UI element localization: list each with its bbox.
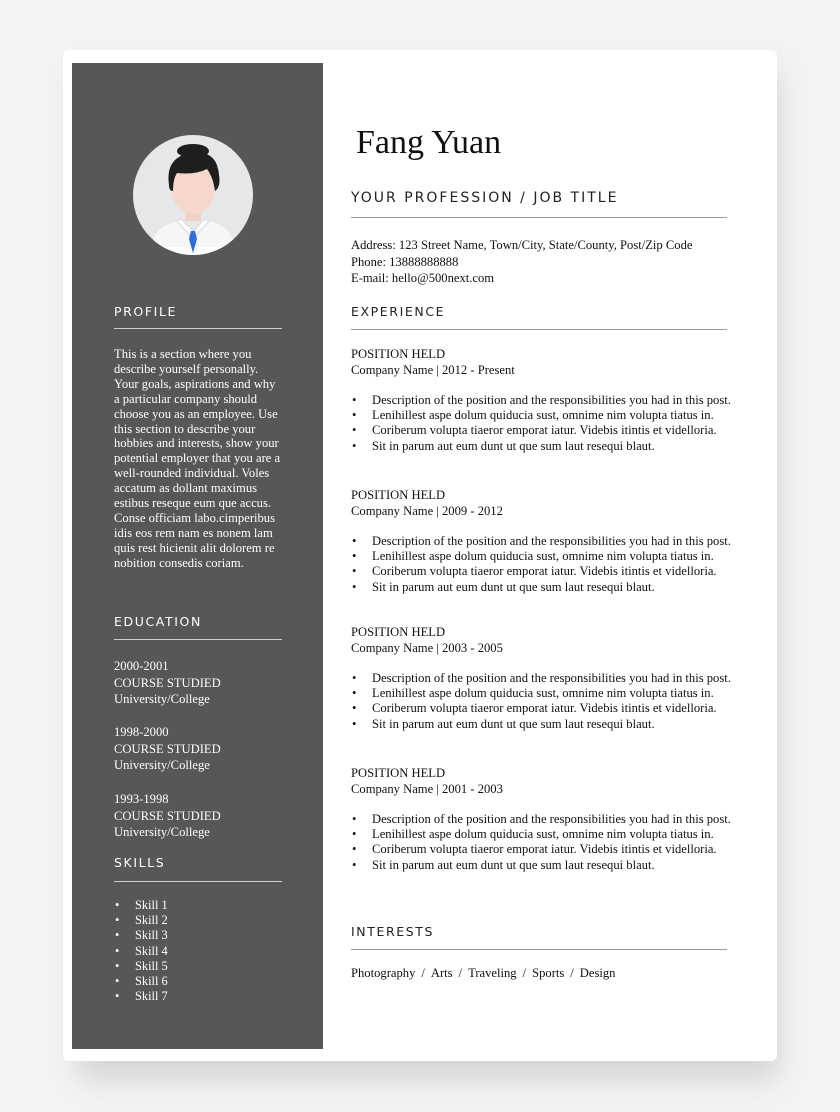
company-line: Company Name | 2003 - 2005 bbox=[351, 640, 503, 655]
skill-item: • Skill 6 bbox=[114, 974, 284, 989]
education-years: 2000-2001 bbox=[114, 659, 169, 673]
skill-item: • Skill 3 bbox=[114, 928, 284, 943]
interest-item: Design bbox=[579, 966, 616, 980]
skill-item: • Skill 5 bbox=[114, 959, 284, 974]
skills-heading: SKILLS bbox=[114, 855, 166, 870]
profile-heading: PROFILE bbox=[114, 304, 178, 319]
responsibility-item: • Sit in parum aut eum dunt ut que sum laut resequi blaut. bbox=[351, 858, 731, 873]
education-years: 1998-2000 bbox=[114, 725, 169, 739]
education-divider bbox=[114, 639, 282, 640]
responsibility-item: • Coriberum volupta tiaeror emporat iatur. Videbis itintis et videlloria. bbox=[351, 842, 731, 857]
education-school: University/College bbox=[114, 692, 210, 707]
contact-address: Address: 123 Street Name, Town/City, State/County, Post/Zip Code bbox=[351, 238, 693, 252]
education-course: COURSE STUDIED bbox=[114, 741, 221, 756]
responsibility-item: • Description of the position and the responsibilities you had in this post. bbox=[351, 671, 731, 686]
avatar bbox=[133, 135, 253, 255]
education-school: University/College bbox=[114, 825, 210, 840]
company-line: Company Name | 2001 - 2003 bbox=[351, 781, 503, 796]
education-entry bbox=[114, 724, 221, 774]
interest-item: Arts bbox=[430, 966, 453, 980]
responsibility-item: • Lenihillest aspe dolum quiducia sust, omnime nim volupta tiatus in. bbox=[351, 686, 731, 701]
responsibility-list bbox=[351, 393, 731, 454]
responsibility-item: • Lenihillest aspe dolum quiducia sust, omnime nim volupta tiatus in. bbox=[351, 408, 731, 423]
interest-separator: / bbox=[421, 966, 425, 980]
skills-divider bbox=[114, 881, 282, 882]
experience-entry bbox=[351, 488, 731, 595]
responsibility-item: • Sit in parum aut eum dunt ut que sum laut resequi blaut. bbox=[351, 580, 731, 595]
experience-divider bbox=[351, 329, 727, 330]
experience-entry bbox=[351, 347, 731, 454]
title-divider bbox=[351, 217, 727, 218]
sidebar bbox=[72, 63, 323, 1049]
education-school: University/College bbox=[114, 758, 210, 773]
education-course: COURSE STUDIED bbox=[114, 675, 221, 690]
interest-separator: / bbox=[570, 966, 574, 980]
responsibility-item: • Lenihillest aspe dolum quiducia sust, omnime nim volupta tiatus in. bbox=[351, 549, 731, 564]
position-title: POSITION HELD bbox=[351, 766, 446, 780]
responsibility-item: • Coriberum volupta tiaeror emporat iatur. Videbis itintis et videlloria. bbox=[351, 423, 731, 438]
interests-list bbox=[351, 966, 615, 981]
responsibility-list bbox=[351, 812, 731, 873]
skills-list bbox=[114, 898, 284, 1002]
interest-separator: / bbox=[522, 966, 527, 980]
skill-item: • Skill 7 bbox=[114, 989, 284, 1002]
contact-block bbox=[351, 237, 692, 287]
contact-phone: Phone: 13888888888 bbox=[351, 254, 459, 269]
interests-divider bbox=[351, 949, 727, 950]
interest-separator: / bbox=[458, 966, 463, 980]
experience-heading: EXPERIENCE bbox=[351, 304, 446, 319]
person-icon bbox=[133, 135, 253, 255]
education-heading: EDUCATION bbox=[114, 614, 202, 629]
interests-heading: INTERESTS bbox=[351, 924, 435, 939]
responsibility-item: • Description of the position and the responsibilities you had in this post. bbox=[351, 393, 731, 408]
responsibility-list bbox=[351, 671, 731, 732]
experience-entry bbox=[351, 766, 731, 873]
position-title: POSITION HELD bbox=[351, 347, 446, 361]
job-title: YOUR PROFESSION / JOB TITLE bbox=[351, 190, 619, 206]
skill-item: • Skill 4 bbox=[114, 944, 284, 959]
responsibility-item: • Description of the position and the responsibilities you had in this post. bbox=[351, 534, 731, 549]
skill-item: • Skill 2 bbox=[114, 913, 284, 928]
responsibility-list bbox=[351, 534, 731, 595]
responsibility-item: • Sit in parum aut eum dunt ut que sum laut resequi blaut. bbox=[351, 439, 731, 454]
education-entry bbox=[114, 791, 221, 841]
profile-divider bbox=[114, 328, 282, 329]
candidate-name: Fang Yuan bbox=[356, 124, 502, 161]
responsibility-item: • Lenihillest aspe dolum quiducia sust, omnime nim volupta tiatus in. bbox=[351, 827, 731, 842]
position-title: POSITION HELD bbox=[351, 488, 446, 502]
experience-entry bbox=[351, 625, 731, 732]
responsibility-item: • Description of the position and the responsibilities you had in this post. bbox=[351, 812, 731, 827]
interest-item: Sports bbox=[532, 966, 565, 980]
position-title: POSITION HELD bbox=[351, 625, 446, 639]
education-course: COURSE STUDIED bbox=[114, 808, 221, 823]
responsibility-item: • Sit in parum aut eum dunt ut que sum laut resequi blaut. bbox=[351, 717, 731, 732]
company-line: Company Name | 2012 - Present bbox=[351, 362, 515, 377]
contact-email: E-mail: hello@500next.com bbox=[351, 271, 495, 285]
interest-item: Photography bbox=[351, 966, 416, 980]
interest-item: Traveling bbox=[468, 966, 517, 980]
responsibility-item: • Coriberum volupta tiaeror emporat iatur. Videbis itintis et videlloria. bbox=[351, 564, 731, 579]
responsibility-item: • Coriberum volupta tiaeror emporat iatur. Videbis itintis et videlloria. bbox=[351, 701, 731, 716]
company-line: Company Name | 2009 - 2012 bbox=[351, 503, 503, 518]
education-years: 1993-1998 bbox=[114, 792, 169, 806]
skill-item: • Skill 1 bbox=[114, 898, 284, 913]
profile-text: This is a section where you describe yourself personally. Your goals, aspirations and why a particular company should choose you as an employee. Use this section to describe your hobbies and interests, show your potential employer that you are a well-rounded individual. Voles accatum as dollant maximus estibus reseque eum que accus. Conse officiam labo.cimperibus idis eos rem nam es nonem lam quis rest hicienit alit dolorem re nobition consedis coriam. bbox=[114, 347, 281, 570]
education-entry bbox=[114, 658, 221, 708]
